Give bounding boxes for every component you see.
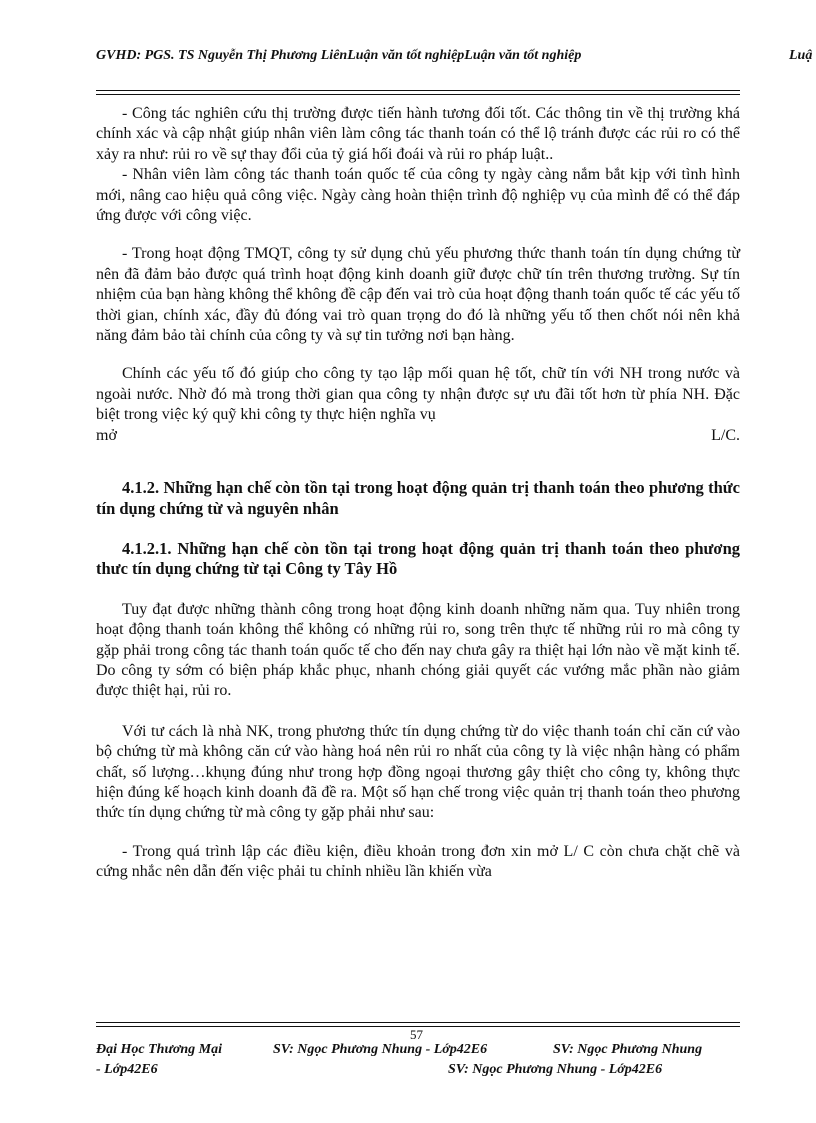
header-left-text: GVHD: PGS. TS Nguyễn Thị Phương LiênLuận văn tốt nghiệpLuận văn tốt nghiệp [96,48,582,63]
lc-line-right: L/C. [711,426,740,444]
paragraph-tmqt: - Trong hoạt động TMQT, công ty sử dụng chủ yếu phương thức thanh toán tín dụng chứng từ nên đã đảm bảo được quá trình hoạt động kinh doanh giữ được chữ tín trên thương trường. Sự tín nhiệm của bạn hàng không thể không đề cập đến vai trò của hoạt động thanh toán quốc tế các yếu tố thời gian, chính xác, đầy đủ đóng vai trò quan trọng do đó là những yếu tố then chốt nói nên khả năng đảm bảo tài chính của công ty và sự tin tưởng nơi bạn hàng. [96,245,740,345]
section-heading-4-1-2-1: 4.1.2.1. Những hạn chế còn tồn tại trong hoạt động quản trị thanh toán theo phương thưc tín dụng chứng từ tại Công ty Tây Hồ [96,538,740,579]
footer-student-1: SV: Ngọc Phương Nhung - Lớp42E6 [273,1042,488,1057]
page-footer [96,1040,740,1080]
paragraph-bank-relations: Chính các yếu tố đó giúp cho công ty tạo lập mối quan hệ tốt, chữ tín với NH trong nước và ngoài nước. Nhờ đó mà trong thời gian qua công ty nhận được sự ưu đãi tốt hơn từ phía NH. Đặc biệt trong việc ký quỹ khi công ty thực hiện nghĩa vụ [96,365,740,424]
footer-line2-right: SV: Ngọc Phương Nhung - Lớp42E6 [448,1062,663,1077]
header-rule-top [96,90,740,91]
footer-rule-top [96,1022,740,1023]
page-header [96,48,816,72]
paragraph-importer-role: Với tư cách là nhà NK, trong phương thức tín dụng chứng từ do việc thanh toán chỉ căn cứ vào bộ chứng từ mà không căn cứ vào hàng hoá nên rủi ro nhất của công ty là việc nhận hàng có phẩm chất, số lượng…khụng đúng như trong hợp đồng ngoại thương gây thiệt cho công ty, không thực hiện đúng kế hoạch kinh doanh đã đề ra. Một số hạn chế trong việc quản trị thanh toán theo phương thức tín dụng chứng từ mà công ty gặp phải như sau: [96,722,740,822]
lc-line-left: mở [96,426,117,444]
body-content [96,104,740,883]
section-heading-4-1-2: 4.1.2. Những hạn chế còn tồn tại trong hoạt động quản trị thanh toán theo phương thức tín dụng chứng từ và nguyên nhân [96,478,740,518]
header-right-text: Luậ [789,48,813,63]
paragraph-achievements: Tuy đạt được những thành công trong hoạt động kinh doanh những năm qua. Tuy nhiên trong hoạt động thanh toán không thể không có những rủi ro, song trên thực tế những rủi ro mà công ty gặp phải trong công tác thanh toán quốc tế cho đến nay chưa gây ra thiệt hại lớn nào về mặt kinh tế. Do công ty sớm có biện pháp khắc phục, nhanh chóng giải quyết các vướng mắc phần nào giảm được thiệt hại, rủi ro. [96,600,740,700]
paragraph-market-research: - Công tác nghiên cứu thị trường được tiến hành tương đối tốt. Các thông tin về thị trường khá chính xác và cập nhật giúp nhân viên làm công tác thanh toán có thể lộ tránh được các rủi ro có thể xảy ra như: rủi ro về sự thay đổi của tỷ giá hối đoái và rủi ro pháp luật.. [96,105,740,163]
paragraph-bank-relations-end [96,426,740,446]
footer-line2-left: - Lớp42E6 [96,1062,158,1077]
paragraph-lc-conditions: - Trong quá trình lập các điều kiện, điều khoản trong đơn xin mở L/ C còn chưa chặt chẽ và cứng nhắc nên dẫn đến việc phải tu chỉnh nhiều lần khiến vừa [96,842,740,881]
page-number: 57 [410,1027,423,1042]
footer-school: Đại Học Thương Mại [96,1042,222,1057]
footer-student-2: SV: Ngọc Phương Nhung [553,1042,703,1057]
header-rule-bottom [96,94,740,95]
paragraph-staff: - Nhân viên làm công tác thanh toán quốc tế của công ty ngày càng nắm bắt kịp với tình hình mới, nâng cao hiệu quả công việc. Ngày càng hoàn thiện trình độ nghiệp vụ của mình để có thể đáp ứng được với công việc. [96,166,740,225]
